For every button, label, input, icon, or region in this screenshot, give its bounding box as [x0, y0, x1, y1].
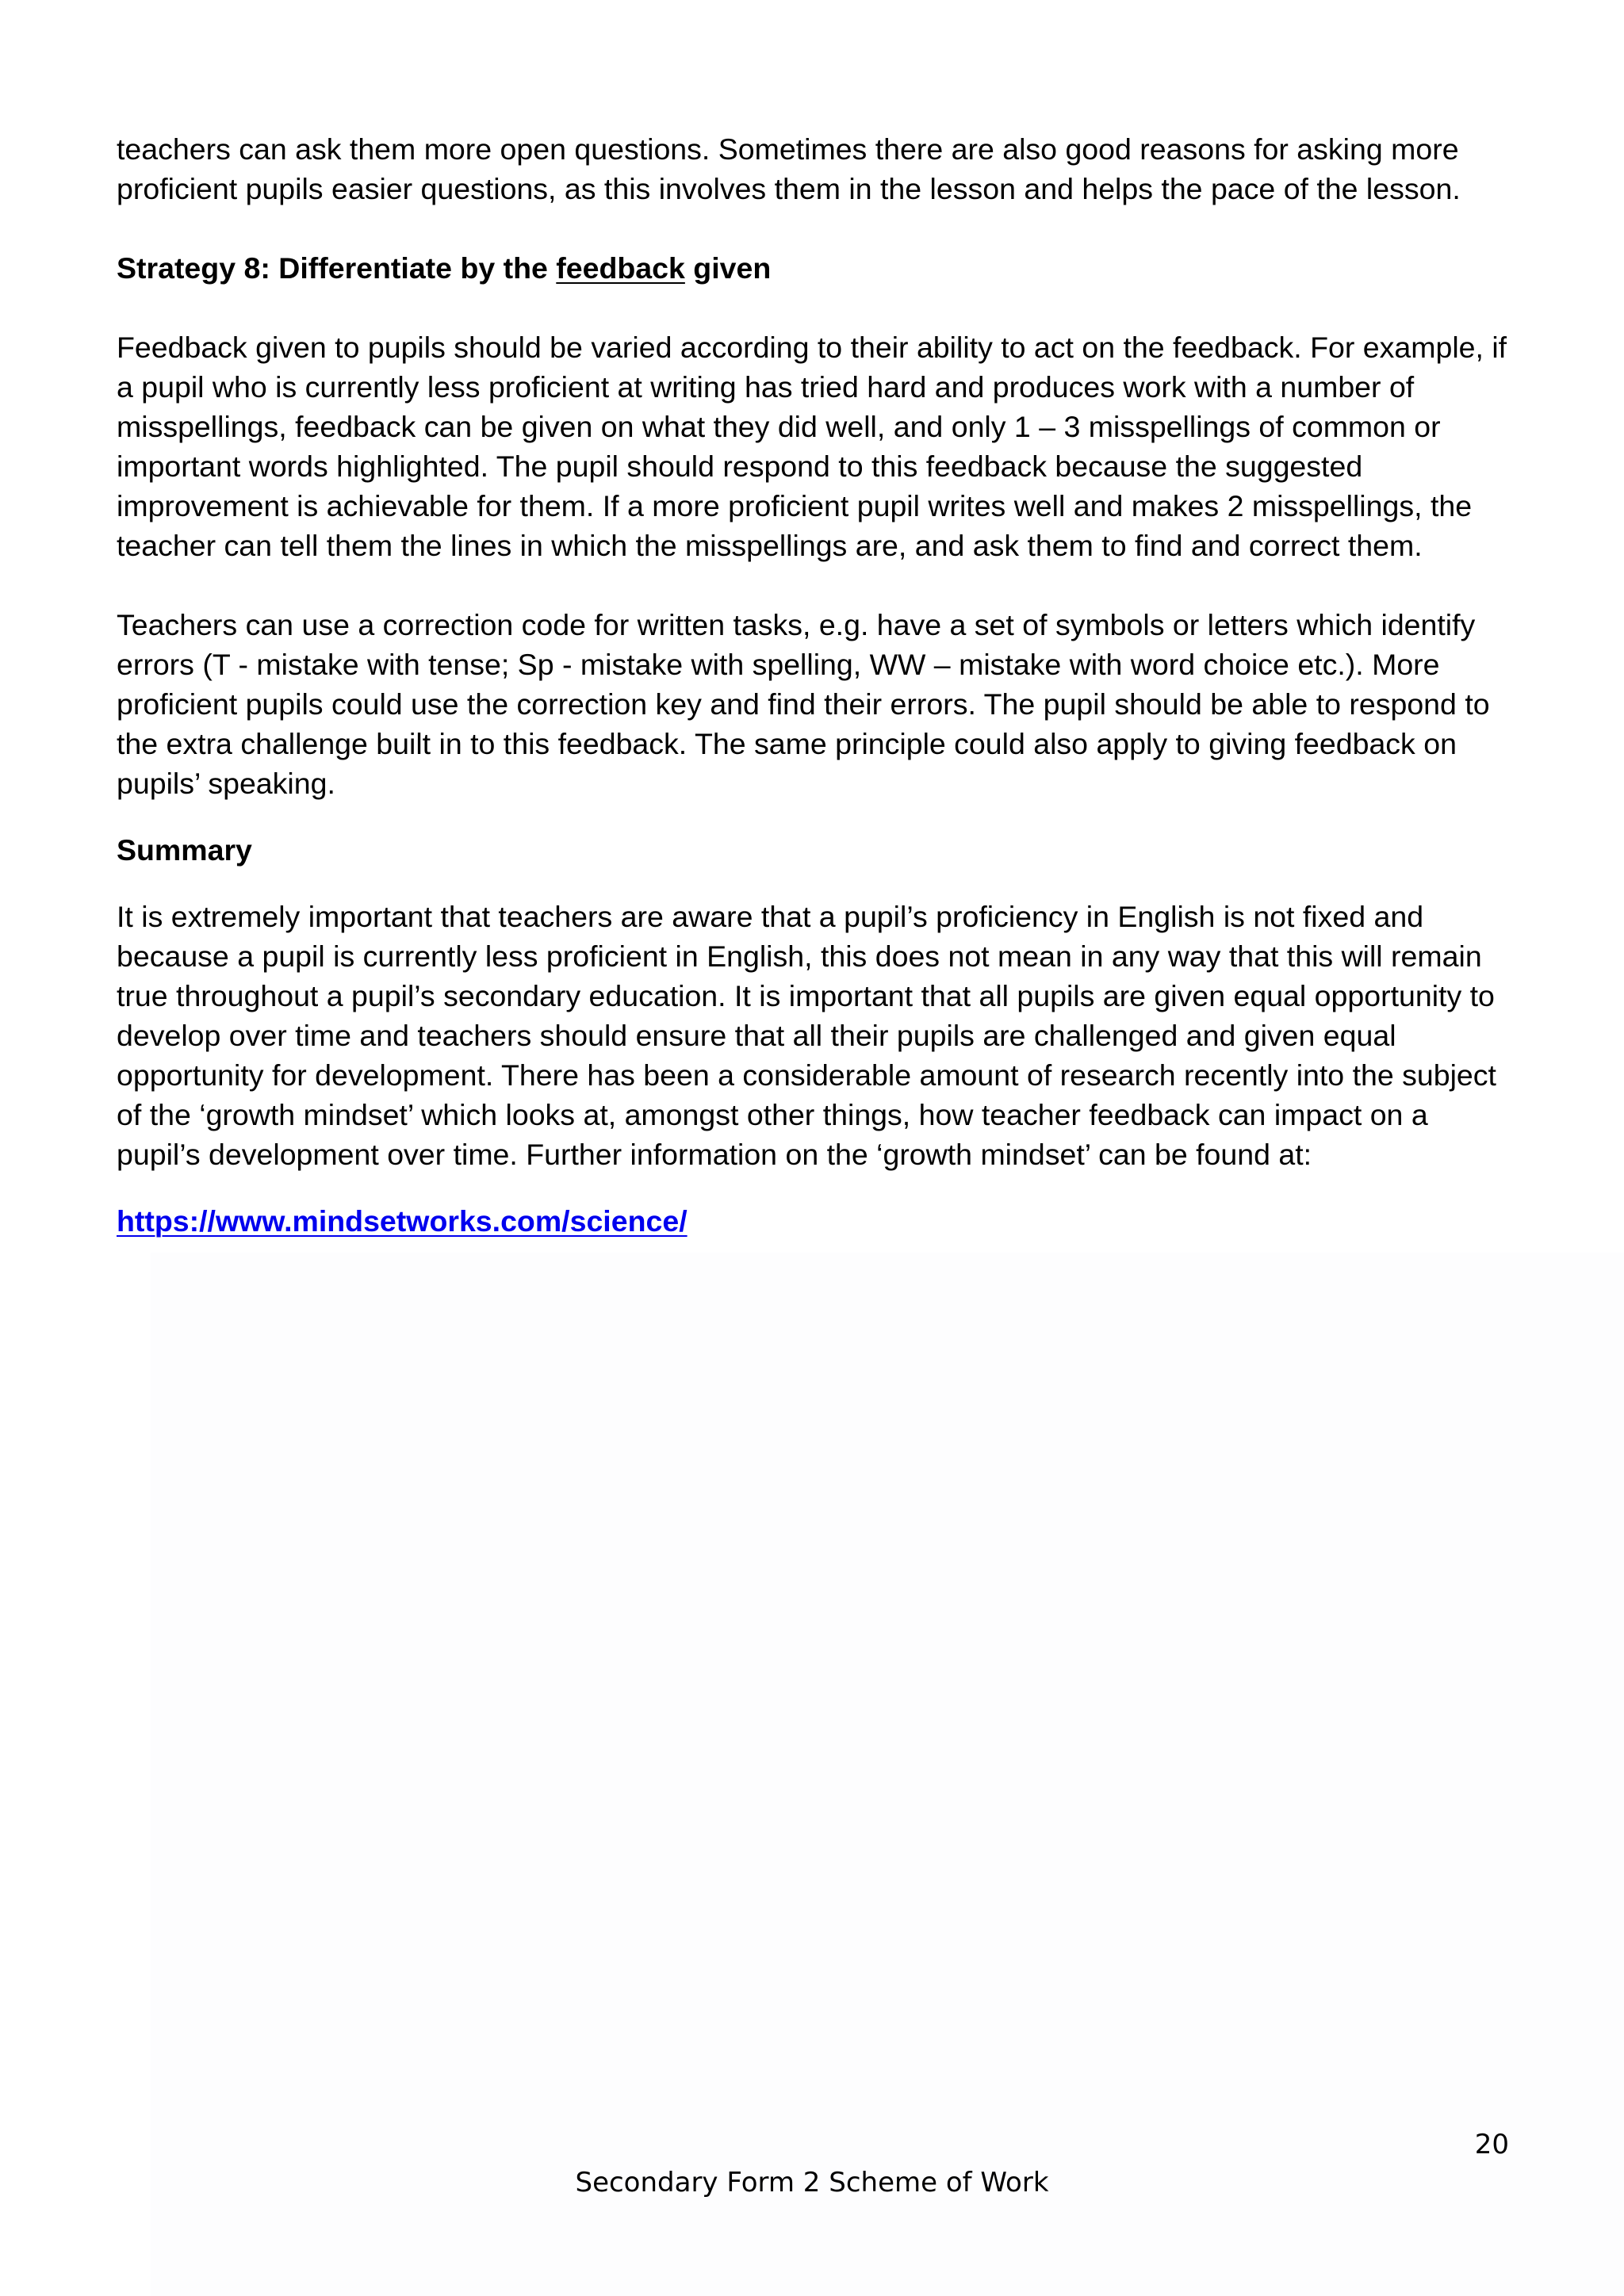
spacer [117, 209, 1512, 248]
strategy-8-heading-suffix: given [684, 251, 772, 285]
growth-mindset-link-line [117, 1201, 1512, 1241]
footer-title: Secondary Form 2 Scheme of Work [575, 2167, 1049, 2198]
spacer [117, 870, 1512, 897]
spacer [117, 565, 1512, 605]
scan-shading [151, 1253, 1624, 2296]
strategy-8-paragraph-2: Teachers can use a correction code for written tasks, e.g. have a set of symbols or letters which identify errors (T - mistake with tense; Sp - mistake with spelling, WW – mistake with word choice etc.). More proficient pupils could use the correction key and find their errors. The pupil should be able to respond to the extra challenge built in to this feedback. The same principle could also apply to giving feedback on pupils’ speaking. [117, 608, 1490, 800]
page-body [117, 129, 1512, 1241]
spacer [117, 288, 1512, 327]
strategy-8-heading-prefix: Strategy 8: Differentiate by the [117, 251, 557, 285]
strategy-8-heading-underlined: feedback [556, 251, 685, 285]
summary-heading: Summary [117, 833, 252, 867]
summary-paragraph: It is extremely important that teachers are aware that a pupil’s proficiency in English is not fixed and because a pupil is currently less proficient in English, this does not mean in any way that this will remain true throughout a pupil’s secondary education. It is important that all pupils are given equal opportunity to develop over time and teachers should ensure that all their pupils are challenged and given equal opportunity for development. There has been a considerable amount of research recently into the subject of the ‘growth mindset’ which looks at, amongst other things, how teacher feedback can impact on a pupil’s development over time. Further information on the ‘growth mindset’ can be found at: [117, 900, 1496, 1171]
strategy-8-paragraph-1: Feedback given to pupils should be varied according to their ability to act on the feedback. For example, if a pupil who is currently less proficient at writing has tried hard and produces work with a number of misspellings, feedback can be given on what they did well, and only 1 – 3 misspellings of common or important words highlighted. The pupil should respond to this feedback because the suggested improvement is achievable for them. If a more proficient pupil writes well and makes 2 misspellings, the teacher can tell them the lines in which the misspellings are, and ask them to find and correct them. [117, 331, 1507, 562]
growth-mindset-link[interactable]: https://www.mindsetworks.com/science/ [117, 1204, 688, 1238]
intro-paragraph: teachers can ask them more open questions. Sometimes there are also good reasons for asking more proficient pupils easier questions, as this involves them in the lesson and helps the pace of the lesson. [117, 132, 1461, 205]
page-number: 20 [1474, 2129, 1509, 2160]
spacer [117, 803, 1512, 830]
strategy-8-heading [117, 248, 1512, 288]
spacer [117, 1174, 1512, 1201]
